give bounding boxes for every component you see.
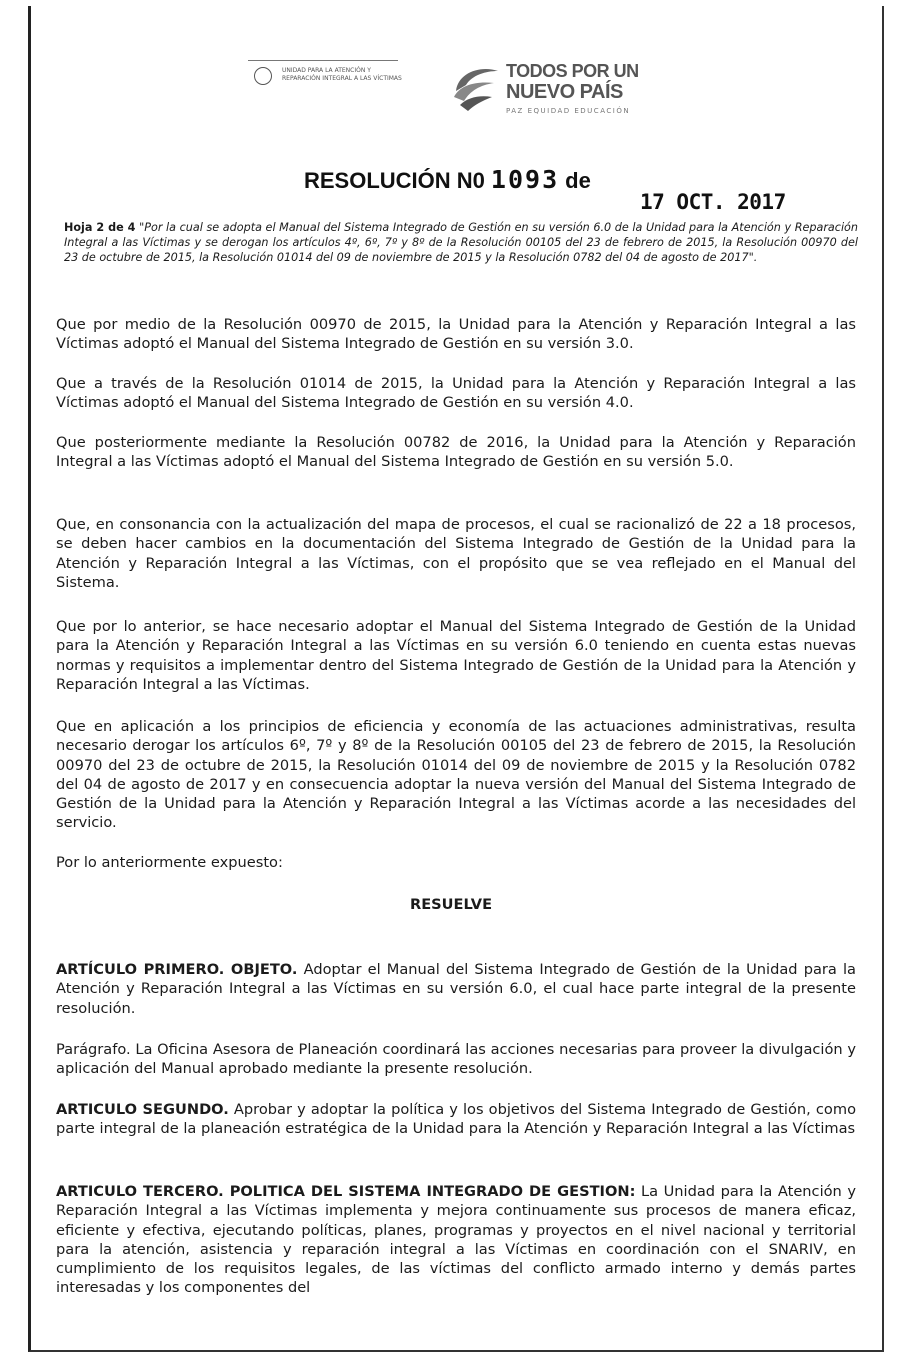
article-1-text: Adoptar el Manual del Sistema Integrado de Gestión de la Unidad para la Atención y Reparación Integral a las Víctimas en su versión 6.0, el cual hace parte integral de la presente resolución.: [56, 961, 856, 1017]
unidad-victimas-seal: [248, 55, 402, 95]
article-1: [56, 960, 856, 1018]
logo-line-2: NUEVO PAÍS: [506, 81, 623, 103]
resolution-de: de: [565, 168, 591, 193]
resuelve-heading: RESUELVE: [409, 896, 493, 913]
paragraph-5: Que por lo anterior, se hace necesario adoptar el Manual del Sistema Integrado de Gestión de la Unidad para la Atención y Reparación Integral a las Víctimas en su versión 6.0 teniendo en cuenta estas nuevas normas y requisitos a implementar dentro del Sistema Integrado de Gestión de la Unidad para la Atención y Reparación Integral a las Víctimas.: [56, 618, 856, 693]
article-2-title: ARTICULO SEGUNDO.: [56, 1101, 229, 1118]
paragraph-7: Por lo anteriormente expuesto:: [56, 854, 283, 871]
paragrafo: Parágrafo. La Oficina Asesora de Planeación coordinará las acciones necesarias para proveer la divulgación y aplicación del Manual aprobado mediante la presente resolución.: [56, 1041, 856, 1078]
hoja-text: "Por la cual se adopta el Manual del Sistema Integrado de Gestión en su versión 6.0 de la Unidad para la Atención y Reparación Integral a las Víctimas y se derogan los artículos 4º, 6º, 7º y 8º de la Resolución 00105 del 23 de febrero de 2015, la Resolución 00970 del 23 de octubre de 2015, la Resolución 01014 del 09 de noviembre de 2015 y la Resolución 0782 del 04 de agosto de 2017".: [64, 221, 858, 264]
logo-swoosh-icon: [450, 61, 502, 113]
hoja-header: [64, 220, 858, 265]
article-2: [56, 1100, 856, 1139]
article-1-title: ARTÍCULO PRIMERO. OBJETO.: [56, 961, 298, 978]
paragraph-3: Que posteriormente mediante la Resolución 00782 de 2016, la Unidad para la Atención y Reparación Integral a las Víctimas adoptó el Manual del Sistema Integrado de Gestión en su versión 5.0.: [56, 434, 856, 471]
paragraph-1: Que por medio de la Resolución 00970 de 2015, la Unidad para la Atención y Reparación Integral a las Víctimas adoptó el Manual del Sistema Integrado de Gestión en su versión 3.0.: [56, 316, 856, 353]
logo-line-1: TODOS POR UN: [506, 61, 639, 81]
seal-text: UNIDAD PARA LA ATENCIÓN Y REPARACIÓN INTEGRAL A LAS VÍCTIMAS: [282, 67, 402, 82]
todos-por-un-nuevo-pais-logo: [450, 55, 640, 123]
article-3-title: ARTICULO TERCERO. POLITICA DEL SISTEMA INTEGRADO DE GESTION:: [56, 1183, 636, 1200]
hoja-label: Hoja 2 de 4: [64, 221, 136, 234]
article-2-text: Aprobar y adoptar la política y los objetivos del Sistema Integrado de Gestión, como parte integral de la planeación estratégica de la Unidad para la Atención y Reparación Integral a las Víctimas: [56, 1101, 857, 1138]
resolution-label: RESOLUCIÓN N0: [304, 168, 485, 193]
paragraph-4: Que, en consonancia con la actualización del mapa de procesos, el cual se racionalizó de 22 a 18 procesos, se deben hacer cambios en la documentación del Sistema Integrado de Gestión de la Unidad para la Atención y Reparación Integral a las Víctimas, con el propósito que se vea reflejado en el Manual del Sistema.: [56, 516, 856, 591]
logo-tagline: PAZ EQUIDAD EDUCACIÓN: [506, 107, 631, 115]
seal-emblem-icon: [254, 67, 272, 85]
paragraph-6: Que en aplicación a los principios de eficiencia y economía de las actuaciones administrativas, resulta necesario derogar los artículos 6º, 7º y 8º de la Resolución 00105 del 23 de febrero de 2015, la Resolución 00970 del 23 de octubre de 2015, la Resolución 01014 del 09 de noviembre de 2015 y la Resolución 0782 del 04 de agosto de 2017 y en consecuencia adoptar la nueva versión del Manual del Sistema Integrado de Gestión de la Unidad para la Atención y Reparación Integral a las Víctimas acorde a las necesidades del servicio.: [56, 718, 856, 832]
article-3-text: La Unidad para la Atención y Reparación Integral a las Víctimas implementa y mejora continuamente sus procesos de manera eficaz, eficiente y efectiva, ejecutando políticas, planes, programas y proyectos en el nivel nacional y territorial para la atención, asistencia y reparación integral a las Víctimas en coordinación con el SNARIV, en cumplimiento de los requisitos legales, de las víctimas del conflicto armado interno y demás partes interesadas y los componentes del: [56, 1183, 856, 1297]
article-3: [56, 1182, 856, 1298]
paragraph-2: Que a través de la Resolución 01014 de 2015, la Unidad para la Atención y Reparación Integral a las Víctimas adoptó el Manual del Sistema Integrado de Gestión en su versión 4.0.: [56, 375, 856, 412]
resolution-date-stamp: 17 OCT. 2017: [640, 190, 786, 214]
resolution-number: 1093: [490, 165, 560, 194]
resolution-heading: [304, 165, 591, 194]
